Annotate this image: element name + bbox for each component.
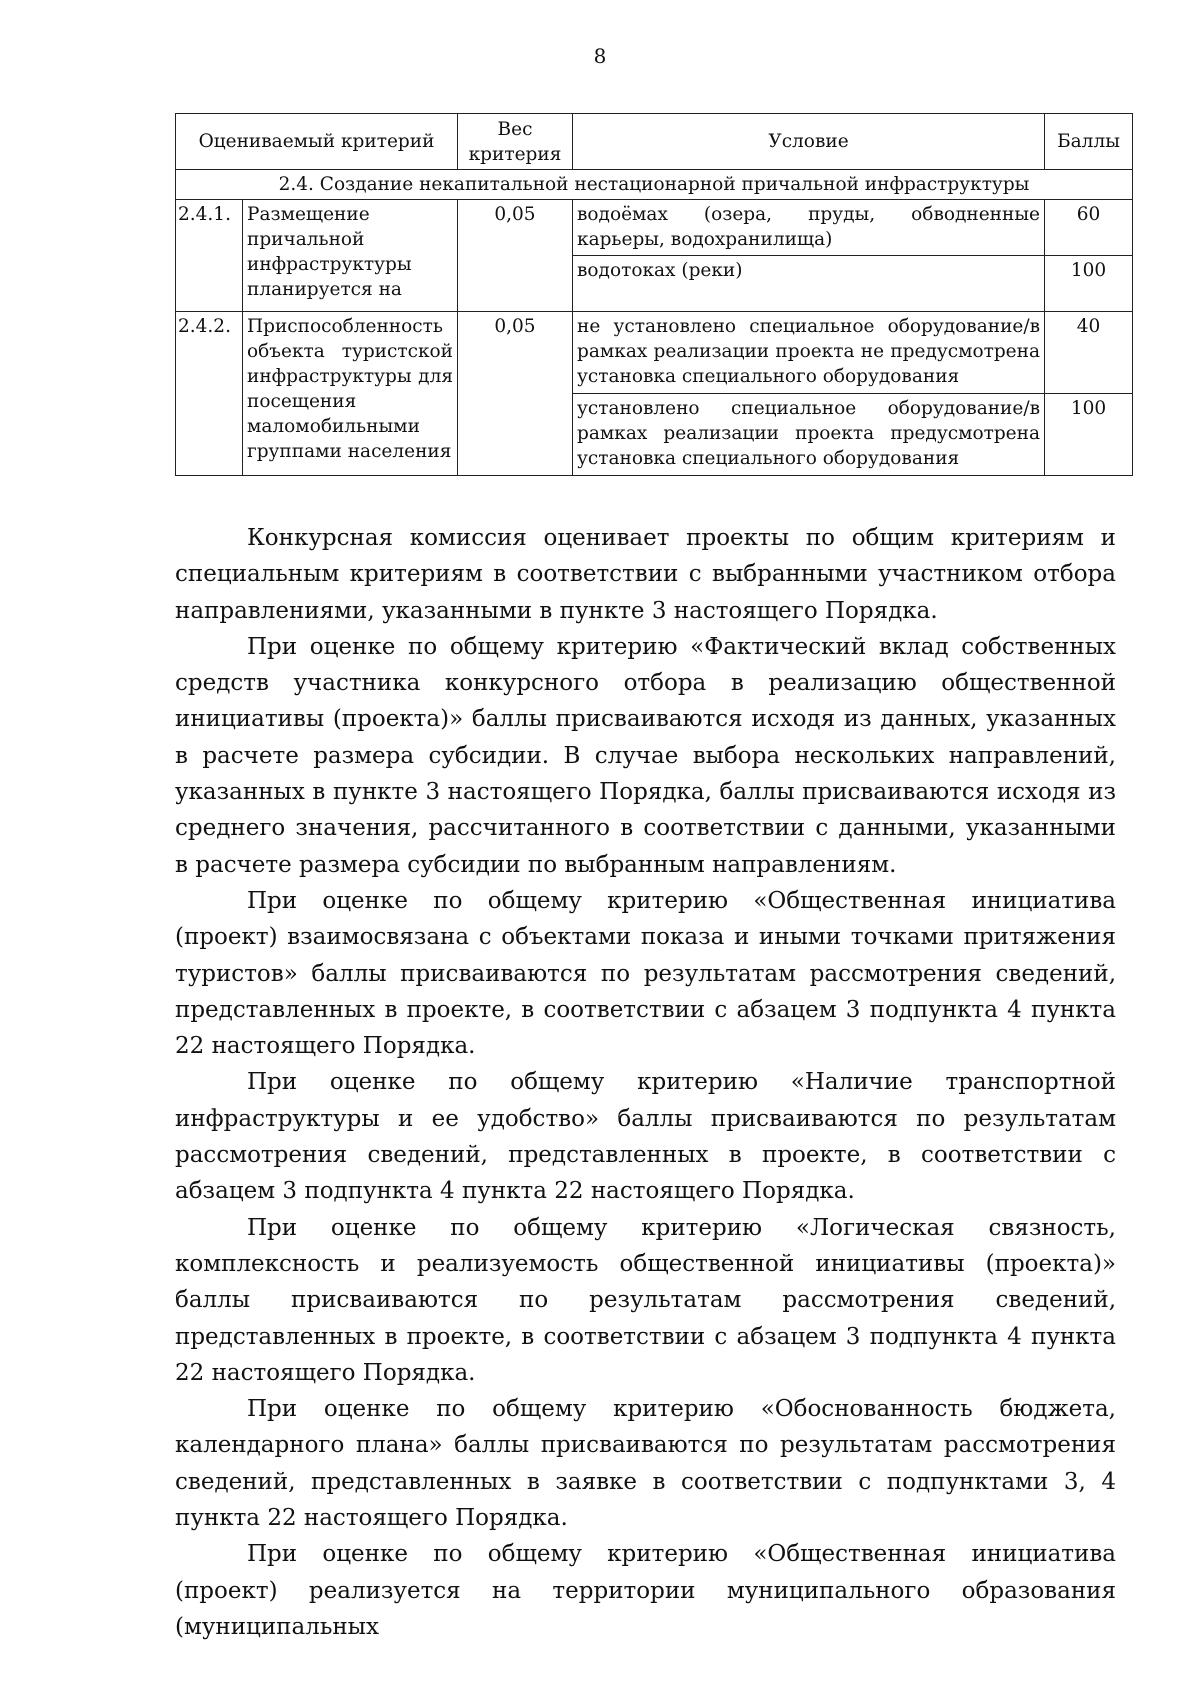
criterion-text: Размещение причальной инфраструктуры планируется на: [243, 200, 458, 312]
criterion-weight: 0,05: [458, 312, 573, 476]
header-weight: Вес критерия: [458, 114, 573, 170]
paragraph: При оценке по общему критерию «Общественная инициатива (проект) реализуется на территории муниципального образования (муниципальных: [175, 1541, 1116, 1640]
condition-points: 100: [1045, 256, 1133, 312]
paragraph: При оценке по общему критерию «Общественная инициатива (проект) взаимосвязана с объектами показа и иными точками притяжения туристов» баллы присваиваются по результатам рассмотрения сведений, представленных в проекте, в соответствии с абзацем 3 подпункта 4 пункта 22 настоящего Порядка.: [175, 887, 1116, 1060]
body-text: [175, 520, 1116, 1645]
paragraph: При оценке по общему критерию «Логическая связность, комплексность и реализуемость общественной инициативы (проекта)» баллы присваиваются по результатам рассмотрения сведений, представленных в проекте, в соответствии с абзацем 3 подпункта 4 пункта 22 настоящего Порядка.: [175, 1214, 1116, 1386]
criterion-number: 2.4.2.: [176, 312, 243, 476]
criterion-text: Приспособленность объекта туристской инфраструктуры для посещения маломобильными группами населения: [243, 312, 458, 476]
table-section-row: [176, 170, 1133, 200]
condition-text: водоёмах (озера, пруды, обводненные карьеры, водохранилища): [573, 200, 1045, 256]
paragraph: При оценке по общему критерию «Фактический вклад собственных средств участника конкурсного отбора в реализацию общественной инициативы (проекта)» баллы присваиваются исходя из данных, указанных в расчете размера субсидии. В случае выбора нескольких направлений, указанных в пункте 3 настоящего Порядка, баллы присваиваются исходя из среднего значения, рассчитанного в соответствии с данными, указанными в расчете размера субсидии по выбранным направлениям.: [175, 633, 1116, 878]
condition-points: 60: [1045, 200, 1133, 256]
criteria-table: [175, 113, 1133, 476]
criterion-weight: 0,05: [458, 200, 573, 312]
condition-points: 40: [1045, 312, 1133, 394]
header-condition: Условие: [573, 114, 1045, 170]
header-points: Баллы: [1045, 114, 1133, 170]
criterion-number: 2.4.1.: [176, 200, 243, 312]
condition-points: 100: [1045, 394, 1133, 476]
condition-text: не установлено специальное оборудование/в рамках реализации проекта не предусмотрена установка специального оборудования: [573, 312, 1045, 394]
paragraph: Конкурсная комиссия оценивает проекты по общим критериям и специальным критериям в соответствии с выбранными участником отбора направлениями, указанными в пункте 3 настоящего Порядка.: [175, 525, 1116, 624]
table-header-row: [176, 114, 1133, 170]
section-title: 2.4. Создание некапитальной нестационарной причальной инфраструктуры: [176, 170, 1133, 200]
header-criterion: Оцениваемый критерий: [176, 114, 458, 170]
condition-text: установлено специальное оборудование/в рамках реализации проекта предусмотрена установка специального оборудования: [573, 394, 1045, 476]
table-row: [176, 312, 1133, 394]
table-row: [176, 200, 1133, 256]
paragraph: При оценке по общему критерию «Наличие транспортной инфраструктуры и ее удобство» баллы присваиваются по результатам рассмотрения сведений, представленных в проекте, в соответствии с абзацем 3 подпункта 4 пункта 22 настоящего Порядка.: [175, 1069, 1116, 1205]
page-number: 8: [593, 44, 607, 68]
paragraph: При оценке по общему критерию «Обоснованность бюджета, календарного плана» баллы присваиваются по результатам рассмотрения сведений, представленных в заявке в соответствии с подпунктами 3, 4 пункта 22 настоящего Порядка.: [175, 1396, 1116, 1532]
condition-text: водотоках (реки): [573, 256, 1045, 312]
